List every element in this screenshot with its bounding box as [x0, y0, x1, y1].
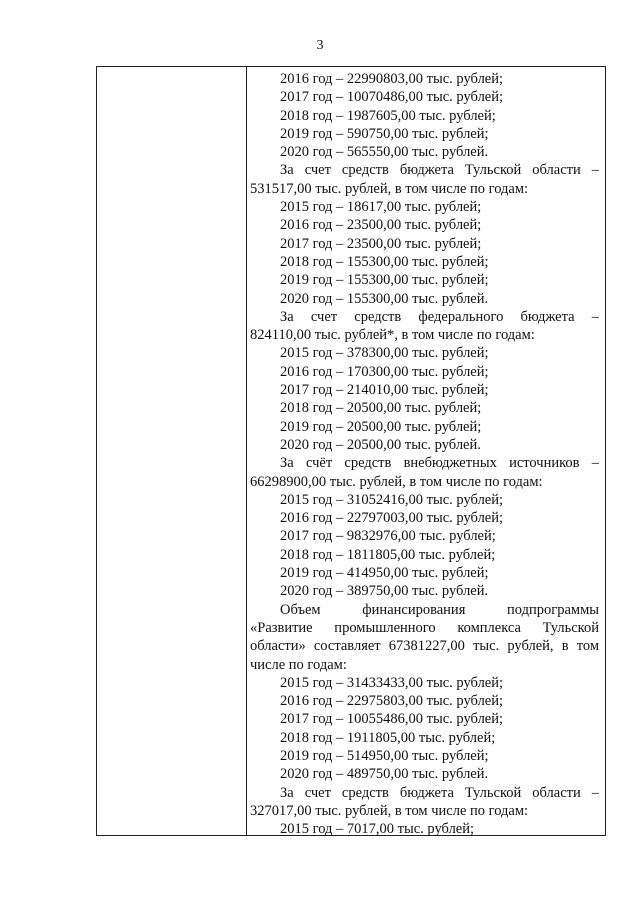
- text-line: 2018 год – 20500,00 тыс. рублей;: [280, 400, 482, 417]
- table-left-cell: [97, 67, 247, 835]
- page-number: 3: [316, 38, 324, 53]
- text-line: 2020 год – 489750,00 тыс. рублей.: [280, 766, 489, 783]
- text-line: За счет средств федерального бюджета –: [280, 308, 599, 325]
- text-line: 2020 год – 155300,00 тыс. рублей.: [280, 290, 489, 307]
- text-line: числе по годам:: [250, 656, 347, 673]
- text-line: 2019 год – 20500,00 тыс. рублей;: [280, 418, 482, 435]
- text-line: 2016 год – 22975803,00 тыс. рублей;: [280, 693, 504, 710]
- text-line: 2017 год – 10055486,00 тыс. рублей;: [280, 711, 504, 728]
- text-line: За счет средств бюджета Тульской области –: [280, 162, 599, 179]
- table-right-cell: [247, 67, 605, 838]
- text-line: 2016 год – 22797003,00 тыс. рублей;: [280, 510, 504, 527]
- text-line: 2019 год – 514950,00 тыс. рублей;: [280, 747, 489, 764]
- text-line: 2015 год – 18617,00 тыс. рублей;: [280, 199, 482, 216]
- text-line: 2018 год – 155300,00 тыс. рублей;: [280, 253, 489, 270]
- text-line: 2019 год – 414950,00 тыс. рублей;: [280, 565, 489, 582]
- text-line: 2017 год – 23500,00 тыс. рублей;: [280, 235, 482, 252]
- text-line: 824110,00 тыс. рублей*, в том числе по годам:: [250, 327, 535, 344]
- text-line: 2015 год – 31433433,00 тыс. рублей;: [280, 674, 504, 691]
- text-line: 531517,00 тыс. рублей, в том числе по годам:: [250, 180, 529, 197]
- text-line: 2019 год – 155300,00 тыс. рублей;: [280, 272, 489, 289]
- text-line: 327017,00 тыс. рублей, в том числе по годам:: [250, 802, 529, 819]
- text-line: 2019 год – 590750,00 тыс. рублей;: [280, 125, 489, 142]
- text-line: области» составляет 67381227,00 тыс. рублей, в том: [250, 638, 599, 655]
- text-line: 2015 год – 378300,00 тыс. рублей;: [280, 345, 489, 362]
- text-line: 2018 год – 1987605,00 тыс. рублей;: [280, 107, 496, 124]
- text-line: 2016 год – 22990803,00 тыс. рублей;: [280, 71, 504, 87]
- text-line: 2017 год – 9832976,00 тыс. рублей;: [280, 528, 496, 545]
- text-line: 2017 год – 10070486,00 тыс. рублей;: [280, 89, 504, 106]
- text-line: За счёт средств внебюджетных источников –: [280, 455, 599, 472]
- text-line: За счет средств бюджета Тульской области –: [280, 784, 599, 801]
- text-line: 2017 год – 214010,00 тыс. рублей;: [280, 382, 489, 399]
- text-line: 66298900,00 тыс. рублей, в том числе по годам:: [250, 473, 543, 490]
- document-table: [96, 66, 606, 836]
- text-line: 2016 год – 23500,00 тыс. рублей;: [280, 217, 482, 234]
- text-line: 2020 год – 389750,00 тыс. рублей.: [280, 583, 489, 600]
- text-line: 2015 год – 31052416,00 тыс. рублей;: [280, 491, 504, 508]
- text-line: 2020 год – 20500,00 тыс. рублей.: [280, 436, 481, 453]
- text-line: 2015 год – 7017,00 тыс. рублей;: [280, 821, 475, 838]
- text-line: 2020 год – 565550,00 тыс. рублей.: [280, 144, 489, 161]
- text-line: 2016 год – 170300,00 тыс. рублей;: [280, 363, 489, 380]
- text-line: «Развитие промышленного комплекса Тульской: [250, 619, 599, 636]
- text-line: 2018 год – 1811805,00 тыс. рублей;: [280, 546, 496, 563]
- text-line: 2018 год – 1911805,00 тыс. рублей;: [280, 729, 496, 746]
- text-line: Объем финансирования подпрограммы: [280, 601, 599, 618]
